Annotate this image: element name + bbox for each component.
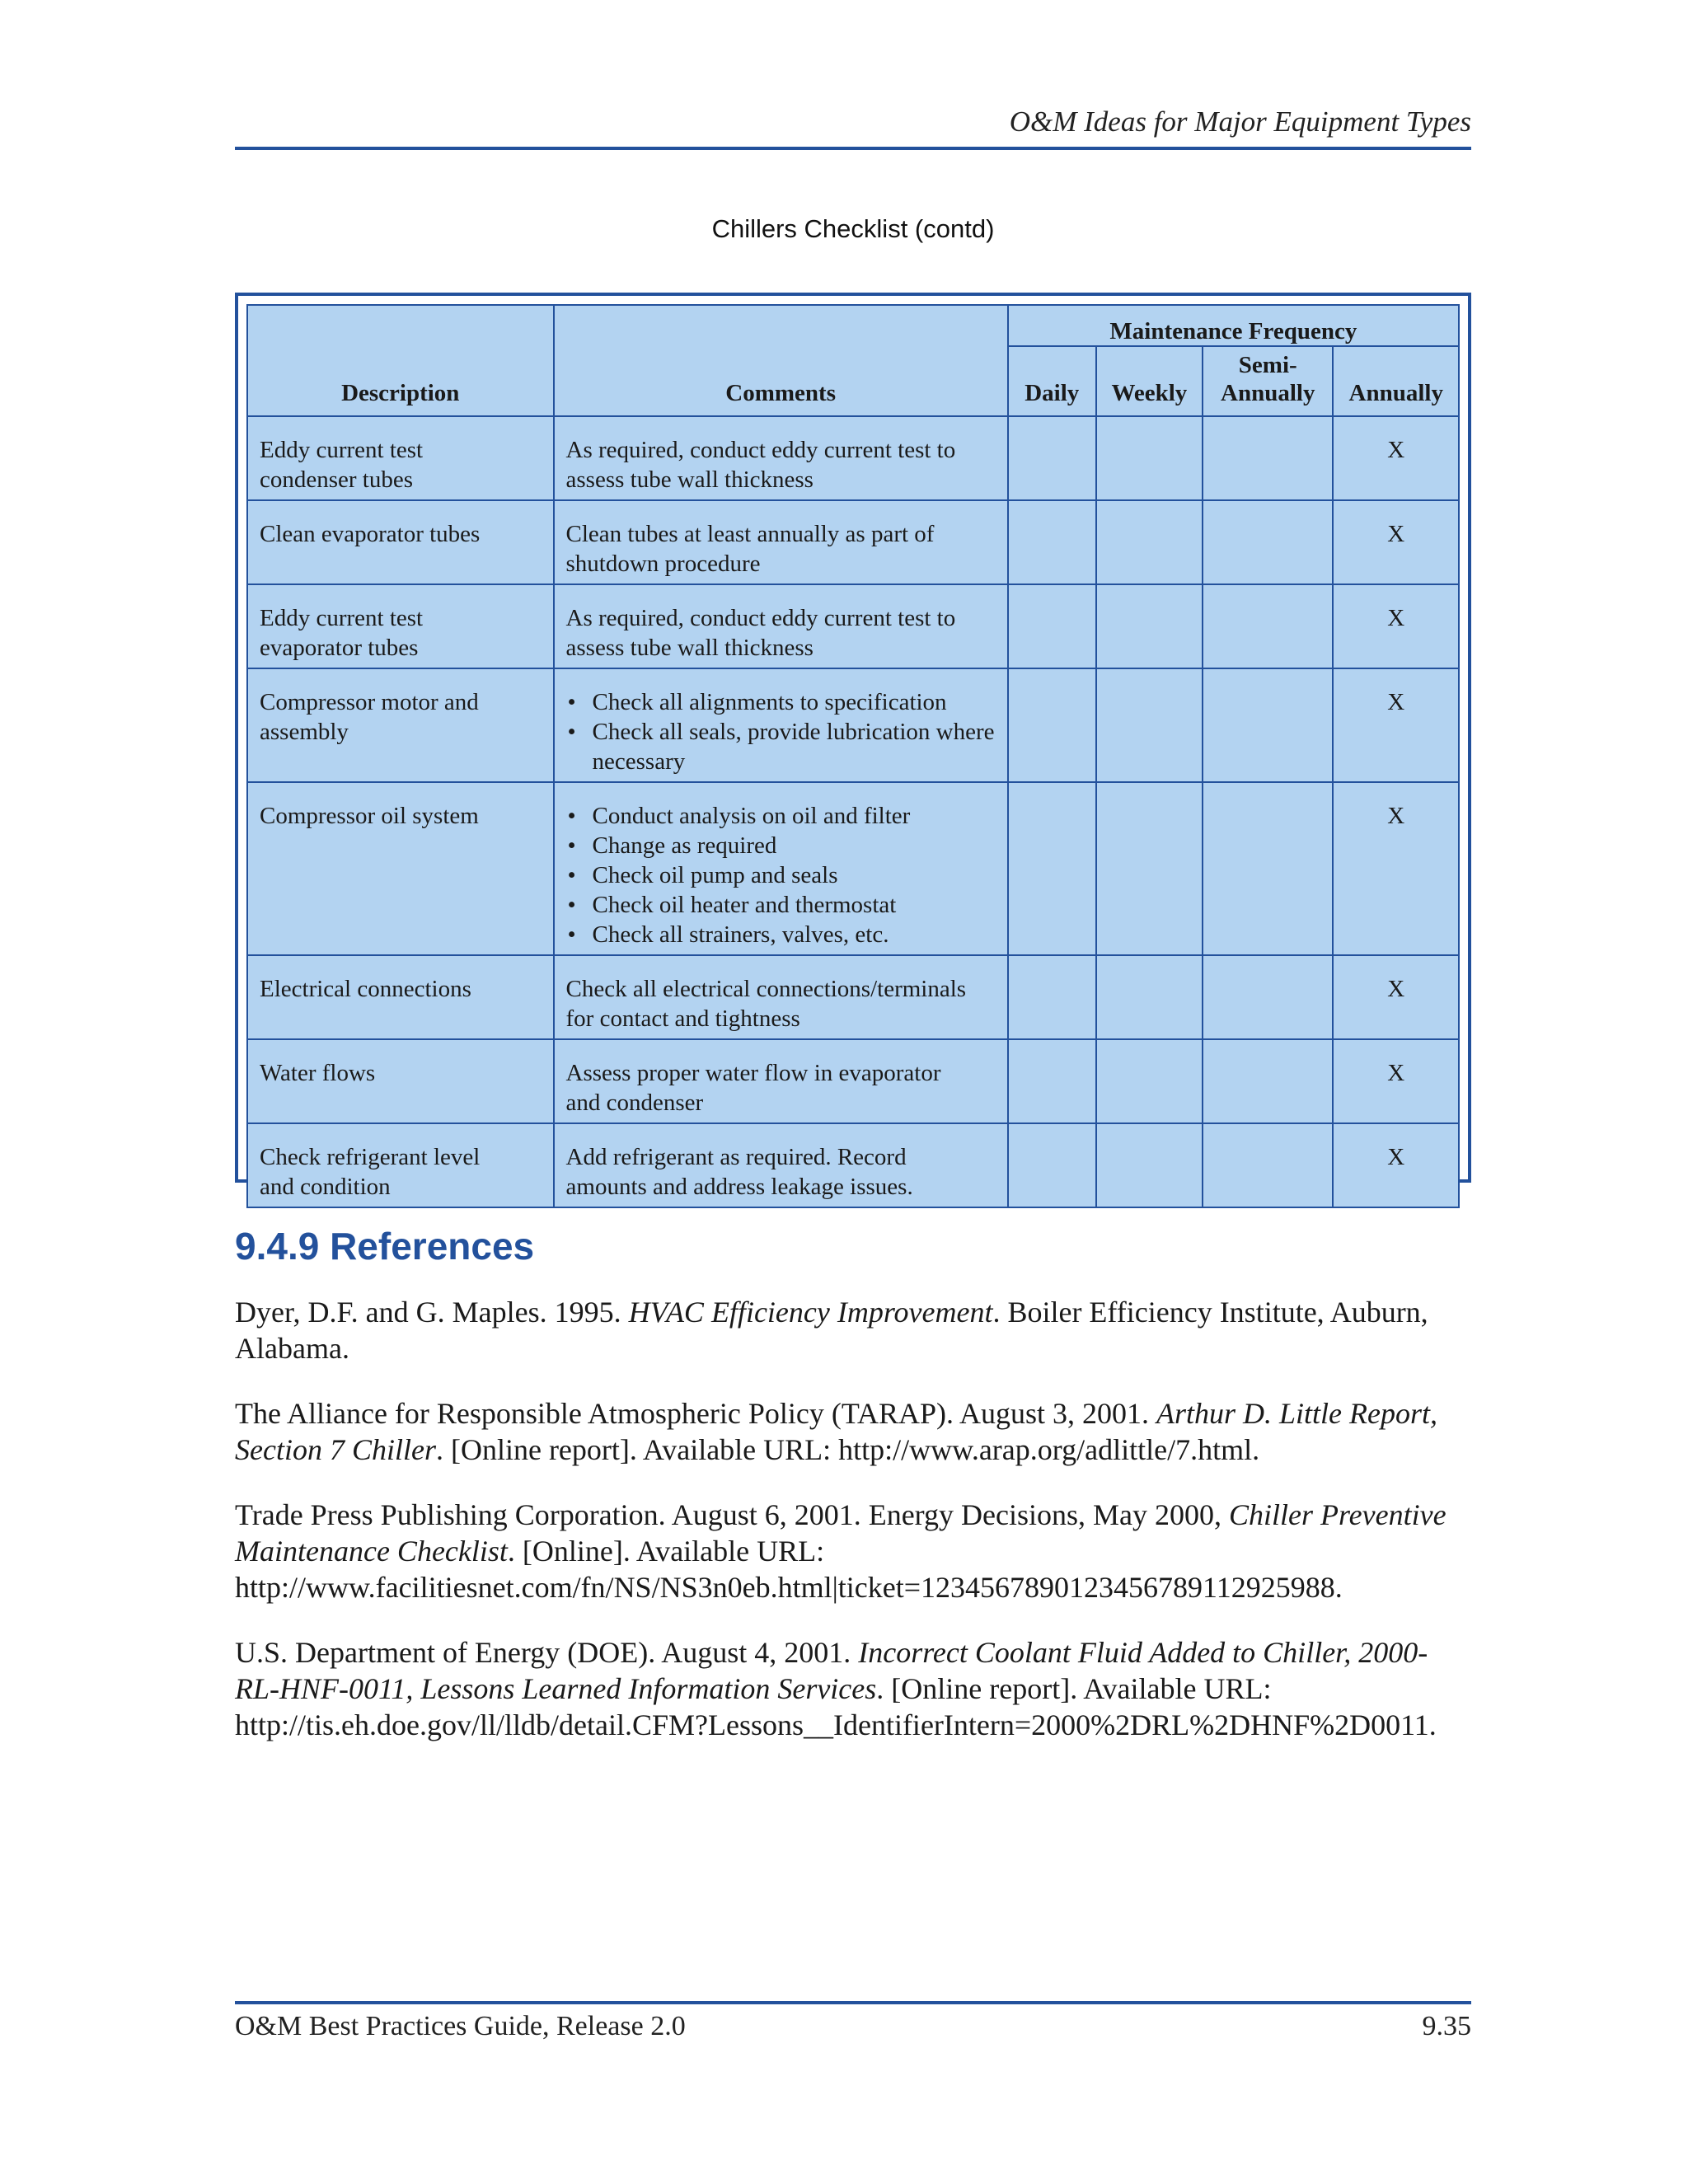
annually-cell: X	[1333, 1123, 1459, 1207]
comment-line: As required, conduct eddy current test to	[565, 437, 956, 463]
reference-entry	[235, 1294, 1471, 1366]
comment-line: Clean tubes at least annually as part of	[565, 521, 935, 547]
comment-bullet-list	[566, 687, 996, 776]
annually-cell: X	[1333, 782, 1459, 955]
daily-header: Daily	[1008, 346, 1096, 416]
reference-entry	[235, 1497, 1471, 1605]
semi-annually-cell	[1203, 584, 1334, 668]
header-rule	[235, 147, 1471, 150]
comment-line: shutdown procedure	[565, 551, 761, 577]
comment-cell	[554, 955, 1008, 1039]
description-cell	[247, 1123, 554, 1207]
comment-line: assess tube wall thickness	[565, 635, 814, 661]
comment-cell	[554, 416, 1008, 500]
comment-cell	[554, 668, 1008, 782]
weekly-cell	[1096, 782, 1203, 955]
running-header: O&M Ideas for Major Equipment Types	[1009, 105, 1471, 138]
semi-annually-header	[1203, 346, 1334, 416]
daily-cell	[1008, 1039, 1096, 1123]
reference-text: Trade Press Publishing Corporation. August 6, 2001. Energy Decisions, May 2000,	[235, 1498, 1229, 1531]
table-row	[247, 1123, 1459, 1207]
description-header: Description	[247, 305, 554, 416]
reference-text: . [Online report]. Available URL: http://tis.eh.doe.gov/ll/lldb/detail.CFM?Lessons__IdentifierIntern=2000%2DRL%2DHNF%2D0011.	[235, 1672, 1437, 1741]
comment-bullet: • Check oil heater and thermostat	[593, 890, 996, 920]
semi-annually-cell	[1203, 668, 1334, 782]
daily-cell	[1008, 416, 1096, 500]
chillers-checklist-table	[246, 304, 1460, 1208]
comment-cell	[554, 584, 1008, 668]
daily-cell	[1008, 668, 1096, 782]
comment-line: assess tube wall thickness	[565, 466, 814, 493]
annually-cell: X	[1333, 416, 1459, 500]
description-line: Electrical connections	[260, 976, 471, 1002]
reference-text: The Alliance for Responsible Atmospheric Policy (TARAP). August 3, 2001.	[235, 1397, 1157, 1430]
comment-bullet: • Check oil pump and seals	[593, 860, 996, 890]
footer-guide-title: O&M Best Practices Guide, Release 2.0	[235, 2011, 686, 2041]
reference-entry	[235, 1395, 1471, 1468]
weekly-cell	[1096, 668, 1203, 782]
comment-cell	[554, 500, 1008, 584]
reference-title: HVAC Efficiency Improvement	[628, 1296, 993, 1329]
description-line: Check refrigerant level	[260, 1144, 481, 1170]
reference-text: . [Online report]. Available URL: http://www.arap.org/adlittle/7.html.	[435, 1433, 1260, 1466]
description-line: condenser tubes	[260, 466, 414, 493]
checklist-table-frame	[235, 293, 1471, 1200]
maintenance-frequency-header: Maintenance Frequency	[1008, 305, 1459, 346]
table-row	[247, 584, 1459, 668]
comment-bullet: • Check all seals, provide lubrication where necessary	[593, 717, 996, 776]
description-cell	[247, 416, 554, 500]
table-row	[247, 668, 1459, 782]
description-cell	[247, 1039, 554, 1123]
weekly-header: Weekly	[1096, 346, 1203, 416]
daily-cell	[1008, 1123, 1096, 1207]
description-line: Compressor oil system	[260, 803, 479, 829]
description-line: Eddy current test	[260, 437, 424, 463]
reference-entry	[235, 1634, 1471, 1743]
reference-text: Dyer, D.F. and G. Maples. 1995.	[235, 1296, 629, 1329]
comments-header: Comments	[554, 305, 1008, 416]
reference-title: Incorrect Coolant Fluid Added to Chiller, 2000-RL-HNF-0011, Lessons Learned Information Services	[235, 1636, 1428, 1705]
annually-cell: X	[1333, 584, 1459, 668]
semi-annually-cell	[1203, 782, 1334, 955]
reference-text: . Boiler Efficiency Institute, Auburn, Alabama.	[235, 1296, 1428, 1365]
comment-bullet-list	[566, 801, 996, 949]
semi-annually-header-line2: Annually	[1221, 380, 1315, 406]
weekly-cell	[1096, 1123, 1203, 1207]
annually-cell: X	[1333, 1039, 1459, 1123]
description-line: Compressor motor and	[260, 689, 479, 715]
description-cell	[247, 668, 554, 782]
table-row	[247, 416, 1459, 500]
description-line: and condition	[260, 1174, 391, 1200]
comment-line: and condenser	[565, 1090, 704, 1116]
annually-cell: X	[1333, 500, 1459, 584]
annually-header: Annually	[1333, 346, 1459, 416]
references-heading: 9.4.9 References	[235, 1225, 535, 1268]
table-row	[247, 782, 1459, 955]
semi-annually-cell	[1203, 955, 1334, 1039]
daily-cell	[1008, 955, 1096, 1039]
comment-bullet: • Check all alignments to specification	[593, 687, 996, 717]
page-number: 9.35	[1422, 2011, 1471, 2041]
description-line: assembly	[260, 719, 349, 745]
table-caption: Chillers Checklist (contd)	[711, 214, 995, 243]
comment-line: for contact and tightness	[565, 1005, 800, 1032]
weekly-cell	[1096, 955, 1203, 1039]
daily-cell	[1008, 782, 1096, 955]
weekly-cell	[1096, 416, 1203, 500]
comment-bullet: • Conduct analysis on oil and filter	[593, 801, 996, 831]
reference-title: Chiller Preventive Maintenance Checklist	[235, 1498, 1447, 1568]
description-cell	[247, 782, 554, 955]
description-line: evaporator tubes	[260, 635, 419, 661]
reference-title: Arthur D. Little Report, Section 7 Chiller	[235, 1397, 1438, 1466]
comment-bullet: • Check all strainers, valves, etc.	[593, 920, 996, 949]
annually-cell: X	[1333, 668, 1459, 782]
description-cell	[247, 500, 554, 584]
comment-line: Check all electrical connections/terminals	[565, 976, 967, 1002]
semi-annually-header-line1: Semi-	[1238, 352, 1297, 378]
description-line: Water flows	[260, 1060, 376, 1086]
daily-cell	[1008, 500, 1096, 584]
comment-line: Assess proper water flow in evaporator	[565, 1060, 941, 1086]
semi-annually-cell	[1203, 500, 1334, 584]
comment-line: Add refrigerant as required. Record	[565, 1144, 907, 1170]
weekly-cell	[1096, 1039, 1203, 1123]
table-row	[247, 500, 1459, 584]
reference-text: . [Online]. Available URL: http://www.facilitiesnet.com/fn/NS/NS3n0eb.html|ticket=1234567890123456789112925988.	[235, 1535, 1343, 1604]
table-row	[247, 1039, 1459, 1123]
description-cell	[247, 955, 554, 1039]
weekly-cell	[1096, 584, 1203, 668]
comment-cell	[554, 782, 1008, 955]
weekly-cell	[1096, 500, 1203, 584]
comment-cell	[554, 1039, 1008, 1123]
references-list	[235, 1294, 1471, 1772]
footer-rule	[235, 2001, 1471, 2004]
semi-annually-cell	[1203, 1123, 1334, 1207]
comment-bullet: • Change as required	[593, 831, 996, 860]
table-row	[247, 955, 1459, 1039]
semi-annually-cell	[1203, 1039, 1334, 1123]
comment-line: As required, conduct eddy current test to	[565, 605, 956, 631]
comment-line: amounts and address leakage issues.	[565, 1174, 913, 1200]
description-line: Eddy current test	[260, 605, 424, 631]
annually-cell: X	[1333, 955, 1459, 1039]
comment-cell	[554, 1123, 1008, 1207]
reference-text: U.S. Department of Energy (DOE). August 4, 2001.	[235, 1636, 859, 1669]
semi-annually-cell	[1203, 416, 1334, 500]
daily-cell	[1008, 584, 1096, 668]
description-line: Clean evaporator tubes	[260, 521, 481, 547]
description-cell	[247, 584, 554, 668]
